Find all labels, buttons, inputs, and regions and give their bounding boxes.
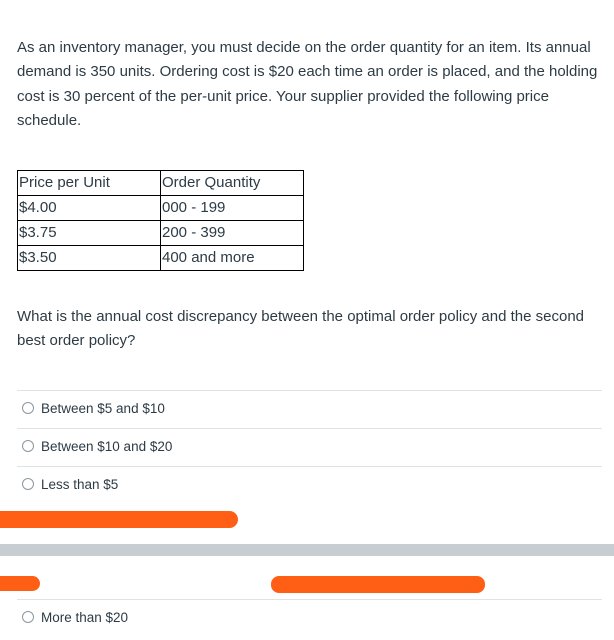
answer-divider	[17, 428, 602, 429]
answer-divider	[17, 390, 602, 391]
price-schedule-table	[17, 170, 304, 271]
radio-button[interactable]	[22, 478, 34, 490]
table-cell-price: $3.75	[18, 221, 161, 246]
answer-option-1[interactable]	[22, 398, 165, 418]
answer-label: More than $20	[41, 609, 129, 625]
answer-divider	[17, 466, 602, 467]
table-header-row	[18, 171, 304, 196]
section-separator	[0, 544, 614, 556]
radio-button[interactable]	[22, 440, 34, 452]
answer-option-2[interactable]	[22, 436, 172, 456]
radio-button[interactable]	[22, 402, 34, 414]
table-header-price: Price per Unit	[18, 171, 161, 196]
table-row	[18, 246, 304, 271]
table-cell-quantity: 200 - 399	[161, 221, 304, 246]
question-text: As an inventory manager, you must decide on the order quantity for an item. Its annual demand is 350 units. Ordering cost is $20 each time an order is placed, and the holding cost is 30 percent of the per-unit price. Your supplier provided the following price schedule.	[17, 39, 598, 129]
table-row	[18, 221, 304, 246]
question-prompt: What is the annual cost discrepancy between the optimal order policy and the second best order policy?	[17, 308, 584, 350]
answer-option-4[interactable]	[22, 607, 128, 627]
table-cell-price: $4.00	[18, 196, 161, 221]
redaction-mark	[0, 511, 238, 528]
table-header-quantity: Order Quantity	[161, 171, 304, 196]
table-cell-quantity: 000 - 199	[161, 196, 304, 221]
redaction-mark	[0, 576, 40, 591]
answer-divider	[17, 599, 602, 600]
answer-label: Between $5 and $10	[41, 400, 165, 416]
table-cell-price: $3.50	[18, 246, 161, 271]
radio-button[interactable]	[22, 611, 34, 623]
answer-label: Less than $5	[41, 476, 119, 492]
answer-label: Between $10 and $20	[41, 438, 173, 454]
answer-option-3[interactable]	[22, 474, 118, 494]
table-row	[18, 196, 304, 221]
redaction-mark	[271, 576, 485, 593]
table-cell-quantity: 400 and more	[161, 246, 304, 271]
